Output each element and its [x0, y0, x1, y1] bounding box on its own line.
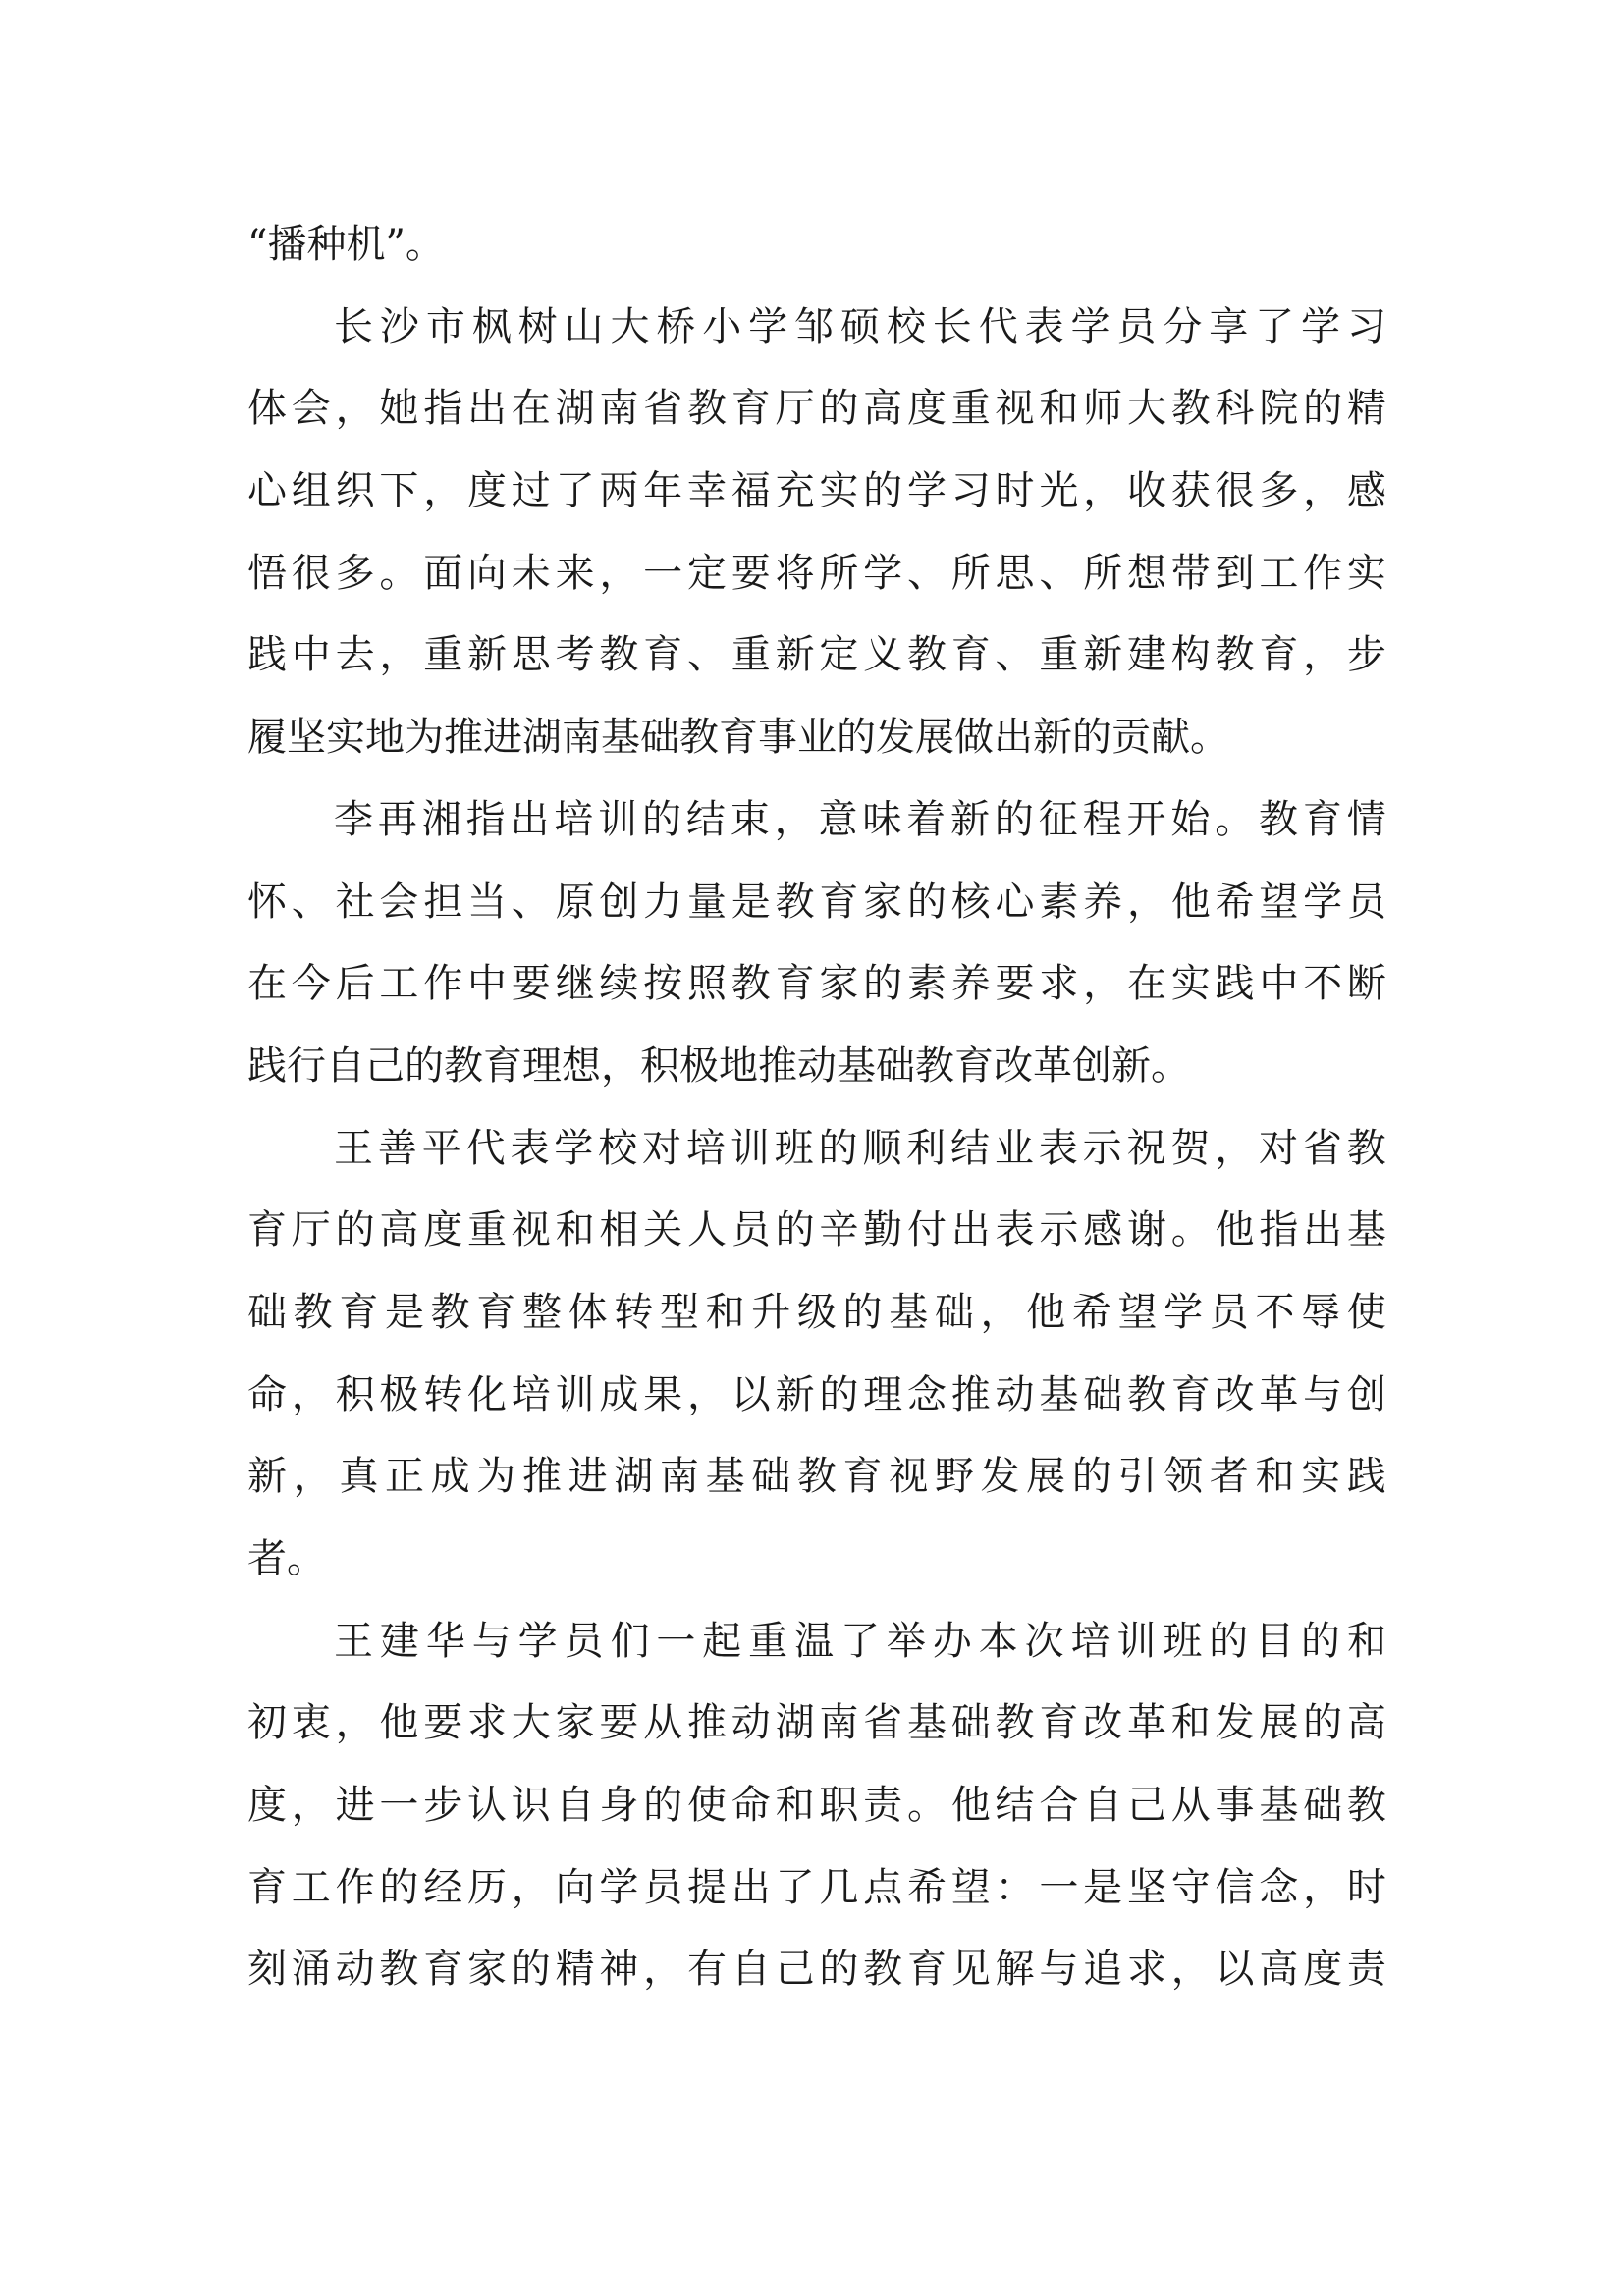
- text-line: 育 厅 的 高 度 重 视 和 相 关 人 员 的 辛 勤 付 出 表 示 感 谢 。 他 指 出 基: [247, 1207, 1386, 1254]
- text-line: 础 教 育 是 教 育 整 体 转 型 和 升 级 的 基 础 ， 他 希 望 学 员 不 辱 使: [247, 1289, 1386, 1335]
- text-line: 李 再 湘 指 出 培 训 的 结 束 ， 意 味 着 新 的 征 程 开 始 。 教 育 情: [334, 796, 1386, 842]
- text-line: 在 今 后 工 作 中 要 继 续 按 照 教 育 家 的 素 养 要 求 ， 在 实 践 中 不 断: [247, 961, 1386, 1007]
- text-line: 怀 、 社 会 担 当 、 原 创 力 量 是 教 育 家 的 核 心 素 养 ， 他 希 望 学 员: [247, 879, 1386, 925]
- text-line: 履 坚 实 地 为 推 进 湖 南 基 础 教 育 事 业 的 发 展 做 出 新 的 贡 献 。: [247, 715, 1229, 761]
- text-line: 王 建 华 与 学 员 们 一 起 重 温 了 举 办 本 次 培 训 班 的 目 的 和: [334, 1618, 1386, 1664]
- text-line: 初 衷 ， 他 要 求 大 家 要 从 推 动 湖 南 省 基 础 教 育 改 革 和 发 展 的 高: [247, 1700, 1386, 1746]
- text-line: 度 ， 进 一 步 认 识 自 身 的 使 命 和 职 责 。 他 结 合 自 己 从 事 基 础 教: [247, 1783, 1386, 1829]
- text-line: 践 行 自 己 的 教 育 理 想 ， 积 极 地 推 动 基 础 教 育 改 革 创 新 。: [247, 1042, 1190, 1089]
- text-line: 命 ， 积 极 转 化 培 训 成 果 ， 以 新 的 理 念 推 动 基 础 教 育 改 革 与 创: [247, 1371, 1386, 1417]
- body-text: [247, 204, 1386, 2011]
- text-line: 王 善 平 代 表 学 校 对 培 训 班 的 顺 利 结 业 表 示 祝 贺 ， 对 省 教: [334, 1125, 1386, 1171]
- text-line: 悟 很 多 。 面 向 未 来 ， 一 定 要 将 所 学 、 所 思 、 所 想 带 到 工 作 实: [247, 550, 1386, 596]
- text-line: “ 播 种 机 ” 。: [247, 222, 445, 267]
- text-line: 心 组 织 下 ， 度 过 了 两 年 幸 福 充 实 的 学 习 时 光 ， 收 获 很 多 ， 感: [247, 468, 1386, 514]
- text-line: 新 ， 真 正 成 为 推 进 湖 南 基 础 教 育 视 野 发 展 的 引 领 者 和 实 践: [247, 1454, 1386, 1500]
- text-line: 者 。: [247, 1536, 326, 1581]
- text-line: 践 中 去 ， 重 新 思 考 教 育 、 重 新 定 义 教 育 、 重 新 建 构 教 育 ， 步: [247, 632, 1386, 678]
- text-line: 育 工 作 的 经 历 ， 向 学 员 提 出 了 几 点 希 望 ： 一 是 坚 守 信 念 ， 时: [247, 1864, 1386, 1910]
- text-line: 刻 涌 动 教 育 家 的 精 神 ， 有 自 己 的 教 育 见 解 与 追 求 ， 以 高 度 责: [247, 1947, 1386, 1993]
- text-line: 长 沙 市 枫 树 山 大 桥 小 学 邹 硕 校 长 代 表 学 员 分 享 了 学 习: [334, 303, 1386, 349]
- text-line: 体 会 ， 她 指 出 在 湖 南 省 教 育 厅 的 高 度 重 视 和 师 大 教 科 院 的 精: [247, 386, 1386, 432]
